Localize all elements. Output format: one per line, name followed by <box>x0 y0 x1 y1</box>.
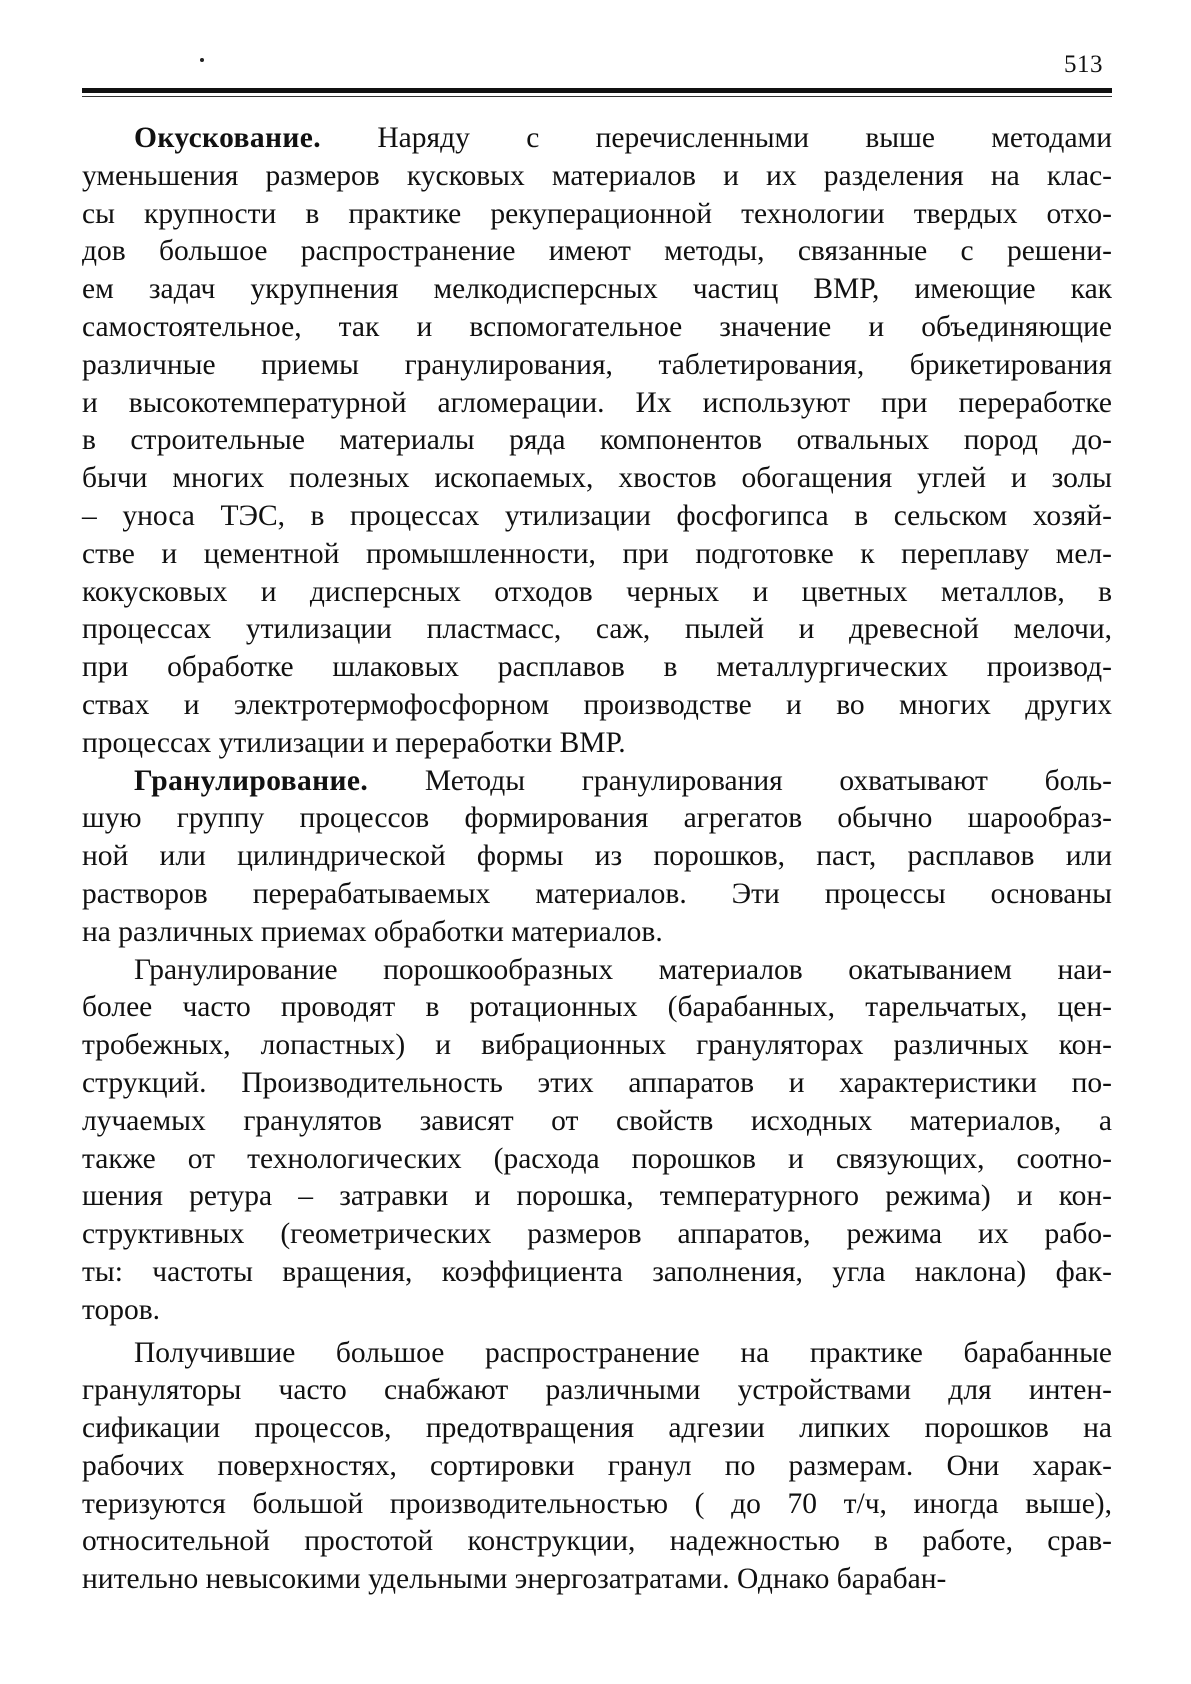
line-text: самостоятельное, так и вспомогательное значение и объединяющие <box>82 310 1112 343</box>
line-text: Гранулирование порошкообразных материалов окатыванием наи- <box>134 953 1112 986</box>
text-line <box>82 1141 1112 1179</box>
line-text: кокусковых и дисперсных отходов черных и цветных металлов, в <box>82 575 1112 608</box>
line-text: бычи многих полезных ископаемых, хвостов обогащения углей и золы <box>82 462 1112 495</box>
run-in-heading: Окускование. <box>134 122 322 154</box>
line-text: торов. <box>82 1293 161 1326</box>
text-line <box>82 158 1112 196</box>
line-text: струкций. Производительность этих аппаратов и характеристики по- <box>82 1066 1112 1099</box>
paragraph <box>82 763 1112 952</box>
text-line <box>82 498 1112 536</box>
line-text: стве и цементной промышленности, при подготовке к переплаву мел- <box>82 537 1112 570</box>
text-line <box>82 1027 1112 1065</box>
text-line <box>82 347 1112 385</box>
header-rule-thin <box>82 96 1112 97</box>
text-line <box>82 1178 1112 1216</box>
text-line <box>82 1292 1112 1330</box>
line-text: сы крупности в практике рекуперационной технологии твердых отхо- <box>82 197 1112 230</box>
text-line <box>82 725 1112 763</box>
line-text: тробежных, лопастных) и вибрационных грануляторах различных кон- <box>82 1029 1112 1062</box>
text-line <box>82 460 1112 498</box>
text-line <box>82 1410 1112 1448</box>
text-line <box>82 1254 1112 1292</box>
line-text: ствах и электротермофосфорном производстве и во многих других <box>82 688 1112 721</box>
line-text: также от технологических (расхода порошков и связующих, соотно- <box>82 1142 1112 1175</box>
text-line <box>82 1103 1112 1141</box>
line-text: и высокотемпературной агломерации. Их используют при переработке <box>82 386 1112 419</box>
line-text: более часто проводят в ротационных (барабанных, тарельчатых, цен- <box>82 991 1112 1024</box>
line-text: Получившие большое распространение на практике барабанные <box>134 1336 1112 1369</box>
line-text: Наряду с перечисленными выше методами <box>321 122 1112 154</box>
page-number: 513 <box>1064 51 1103 78</box>
line-text: – уноса ТЭС, в процессах утилизации фосфогипса в сельском хозяй- <box>82 499 1112 532</box>
text-line <box>82 838 1112 876</box>
line-text: теризуются большой производительностью ( до 70 т/ч, иногда выше), <box>82 1487 1112 1520</box>
text-line <box>82 989 1112 1027</box>
line-text: ты: частоты вращения, коэффициента заполнения, угла наклона) фак- <box>82 1255 1112 1288</box>
line-text: дов большое распространение имеют методы, связанные с решени- <box>82 235 1112 268</box>
text-line <box>82 309 1112 347</box>
line-text: при обработке шлаковых расплавов в металлургических производ- <box>82 651 1112 684</box>
line-text: нительно невысокими удельными энергозатратами. Однако барабан- <box>82 1563 947 1596</box>
text-line <box>82 687 1112 725</box>
text-line <box>82 800 1112 838</box>
line-text: структивных (геометрических размеров аппаратов, режима их рабо- <box>82 1218 1112 1251</box>
line-text: процессах утилизации пластмасс, саж, пылей и древесной мелочи, <box>82 613 1112 646</box>
text-line <box>82 1065 1112 1103</box>
text-line <box>82 1561 1112 1599</box>
line-text: различные приемы гранулирования, таблетирования, брикетирования <box>82 348 1112 381</box>
scan-dot <box>200 58 204 62</box>
line-text: относительной простотой конструкции, надежностью в работе, срав- <box>82 1525 1112 1558</box>
line-text: грануляторы часто снабжают различными устройствами для интен- <box>82 1374 1112 1407</box>
line-text: процессах утилизации и переработки ВМР. <box>82 726 626 759</box>
text-line <box>82 574 1112 612</box>
run-in-heading: Гранулирование. <box>134 764 369 797</box>
text-line <box>82 536 1112 574</box>
paragraph <box>82 952 1112 1330</box>
text-line <box>82 233 1112 271</box>
line-text: в строительные материалы ряда компонентов отвальных пород до- <box>82 424 1112 457</box>
text-line <box>82 914 1112 952</box>
text-line <box>82 763 1112 801</box>
text-line <box>82 1448 1112 1486</box>
text-line <box>82 196 1112 234</box>
line-text: шую группу процессов формирования агрегатов обычно шарообраз- <box>82 802 1112 835</box>
text-line <box>82 422 1112 460</box>
text-line <box>82 271 1112 309</box>
text-line <box>82 385 1112 423</box>
text-line <box>82 876 1112 914</box>
text-line <box>82 1486 1112 1524</box>
text-line <box>82 611 1112 649</box>
text-line <box>82 1216 1112 1254</box>
line-text: сификации процессов, предотвращения адгезии липких порошков на <box>82 1412 1112 1445</box>
line-text: ем задач укрупнения мелкодисперсных частиц ВМР, имеющие как <box>82 273 1112 306</box>
line-text: на различных приемах обработки материалов. <box>82 915 663 948</box>
text-line <box>82 649 1112 687</box>
line-text: рабочих поверхностях, сортировки гранул по размерам. Они харак- <box>82 1449 1112 1482</box>
line-text: шения ретура – затравки и порошка, температурного режима) и кон- <box>82 1180 1112 1213</box>
paragraph <box>82 1335 1112 1600</box>
body-text <box>82 120 1112 1599</box>
line-text: лучаемых гранулятов зависят от свойств исходных материалов, а <box>82 1104 1112 1137</box>
text-line <box>82 120 1112 158</box>
line-text: ной или цилиндрической формы из порошков, паст, расплавов или <box>82 840 1112 873</box>
text-line <box>82 1335 1112 1373</box>
header-rule <box>82 88 1112 93</box>
line-text: уменьшения размеров кусковых материалов и их разделения на клас- <box>82 159 1112 192</box>
paragraph <box>82 120 1112 763</box>
line-text: Методы гранулирования охватывают боль- <box>368 764 1112 797</box>
text-line <box>82 952 1112 990</box>
text-line <box>82 1372 1112 1410</box>
text-line <box>82 1523 1112 1561</box>
line-text: растворов перерабатываемых материалов. Эти процессы основаны <box>82 877 1112 910</box>
